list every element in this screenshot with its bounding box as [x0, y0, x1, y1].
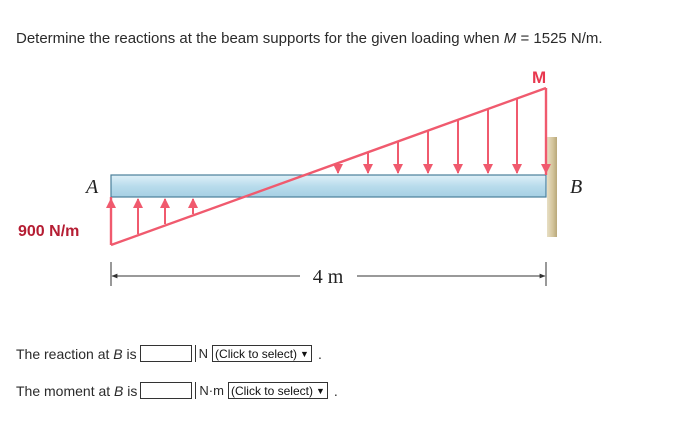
chevron-down-icon: ▼ — [315, 385, 325, 396]
moment-select-label: (Click to select) — [230, 383, 313, 398]
chevron-down-icon: ▼ — [300, 348, 309, 359]
moment-direction-select[interactable] — [228, 382, 328, 399]
load-line — [111, 88, 546, 245]
wall-support — [547, 137, 557, 237]
downward-load-arrows — [338, 89, 546, 173]
load-diagram — [111, 88, 546, 245]
reaction-select-label: (Click to select) — [215, 346, 298, 361]
reaction-row — [16, 345, 322, 362]
reaction-unit: N — [198, 346, 209, 361]
moment-prefix: The moment at — [16, 382, 111, 399]
reaction-input[interactable] — [140, 345, 192, 362]
reaction-prefix: The reaction at — [16, 345, 110, 362]
reaction-point: B — [113, 345, 123, 362]
moment-period: . — [333, 382, 338, 399]
moment-suffix: is — [127, 382, 138, 399]
label-span: 4 m — [312, 266, 344, 288]
reaction-unit-group — [195, 345, 312, 362]
question-prefix: Determine the reactions at the beam supports for the given loading when — [16, 30, 500, 47]
question-suffix: = 1525 N/m. — [520, 30, 603, 47]
upward-load-arrows — [111, 199, 193, 244]
label-b: B — [570, 176, 583, 198]
moment-unit: N·m — [199, 383, 224, 398]
moment-point: B — [114, 382, 124, 399]
reaction-suffix: is — [126, 345, 137, 362]
reaction-period: . — [317, 345, 322, 362]
label-m: M — [532, 68, 547, 87]
reaction-direction-select[interactable] — [212, 345, 312, 362]
label-load-left: 900 N/m — [18, 223, 80, 240]
moment-unit-group — [195, 382, 327, 399]
moment-row — [16, 382, 338, 399]
beam — [111, 175, 546, 197]
question-variable: M — [503, 30, 517, 47]
moment-input[interactable] — [140, 382, 192, 399]
label-a: A — [86, 176, 99, 198]
